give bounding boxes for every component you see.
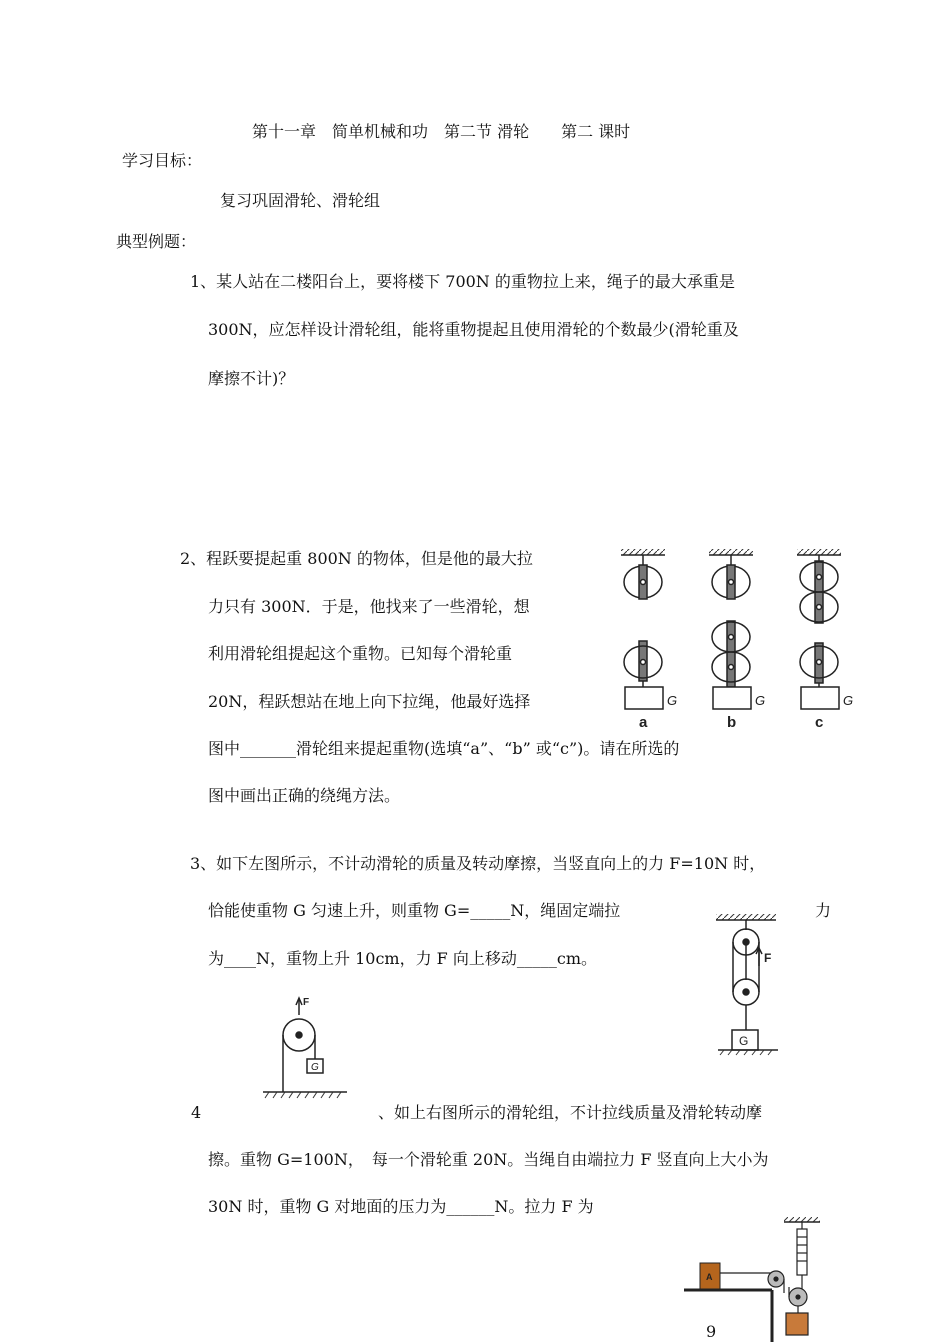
figure-label-b: b [727,714,737,731]
weight-label: G [739,1034,749,1048]
q3-weight-label: G [311,1062,319,1073]
q4-line-2: 擦。重物 G=100N， 每一个滑轮重 20N。当绳自由端拉力 F 竖直向上大小为 [208,1150,769,1169]
q1-line-1: 1、某人站在二楼阳台上，要将楼下 700N 的重物拉上来，绳子的最大承重是 [190,272,735,291]
block-a-label: A [706,1272,713,1282]
examples-label: 典型例题： [116,232,197,251]
q2-line-6: 图中画出正确的绕绳方法。 [208,786,401,805]
q3-pulley-figure [255,995,355,1105]
q4-line-1: 、如上右图所示的滑轮组，不计拉线质量及滑轮转动摩 [378,1103,763,1122]
q5-figure [680,1217,830,1342]
q2-line-2: 力只有 300N．于是，他找来了一些滑轮，想 [208,597,530,616]
q1-line-2: 300N，应怎样设计滑轮组，能将重物提起且使用滑轮的个数最少(滑轮重及 [208,320,739,339]
page-heading: 第十一章 简单机械和功 第二节 滑轮 第二 课时 [252,122,631,141]
q2-line-1: 2、程跃要提起重 800N 的物体，但是他的最大拉 [180,549,533,568]
q3-line-2a: 恰能使重物 G 匀速上升，则重物 G=_____N，绳固定端拉 [208,901,621,920]
weight-label-b: G [755,693,766,708]
figure-label-c: c [815,714,824,731]
q2-pulley-figure [615,545,865,735]
objective-text: 复习巩固滑轮、滑轮组 [220,191,381,210]
q3-line-2b: 力 [815,901,832,920]
objectives-label: 学习目标： [122,151,203,170]
pulley-system-b [712,555,751,709]
q4-pulley-figure [712,912,792,1062]
q2-line-3: 利用滑轮组提起这个重物。已知每个滑轮重 [208,644,513,663]
q4-line-3: 30N 时，重物 G 对地面的压力为______N。拉力 F 为 [208,1197,594,1216]
force-label: F [764,951,772,965]
pulley-system-c [800,555,839,709]
q4-number: 4 [191,1103,202,1122]
q3-force-label: F [303,997,310,1008]
figure-label-a: a [639,714,648,731]
q1-line-3: 摩擦不计)？ [208,369,295,388]
page-number: 9 [706,1322,717,1341]
q3-line-1: 3、如下左图所示，不计动滑轮的质量及转动摩擦，当竖直向上的力 F=10N 时， [190,854,766,873]
weight-label-a: G [667,693,678,708]
q2-line-5: 图中_______滑轮组来提起重物(选填“a”、“b” 或“c”)。请在所选的 [208,739,680,758]
q3-line-3: 为____N，重物上升 10cm，力 F 向上移动_____cm。 [208,949,597,968]
q2-line-4: 20N，程跃想站在地上向下拉绳，他最好选择 [208,692,531,711]
weight-label-c: G [843,693,854,708]
pulley-system-a [624,555,663,709]
